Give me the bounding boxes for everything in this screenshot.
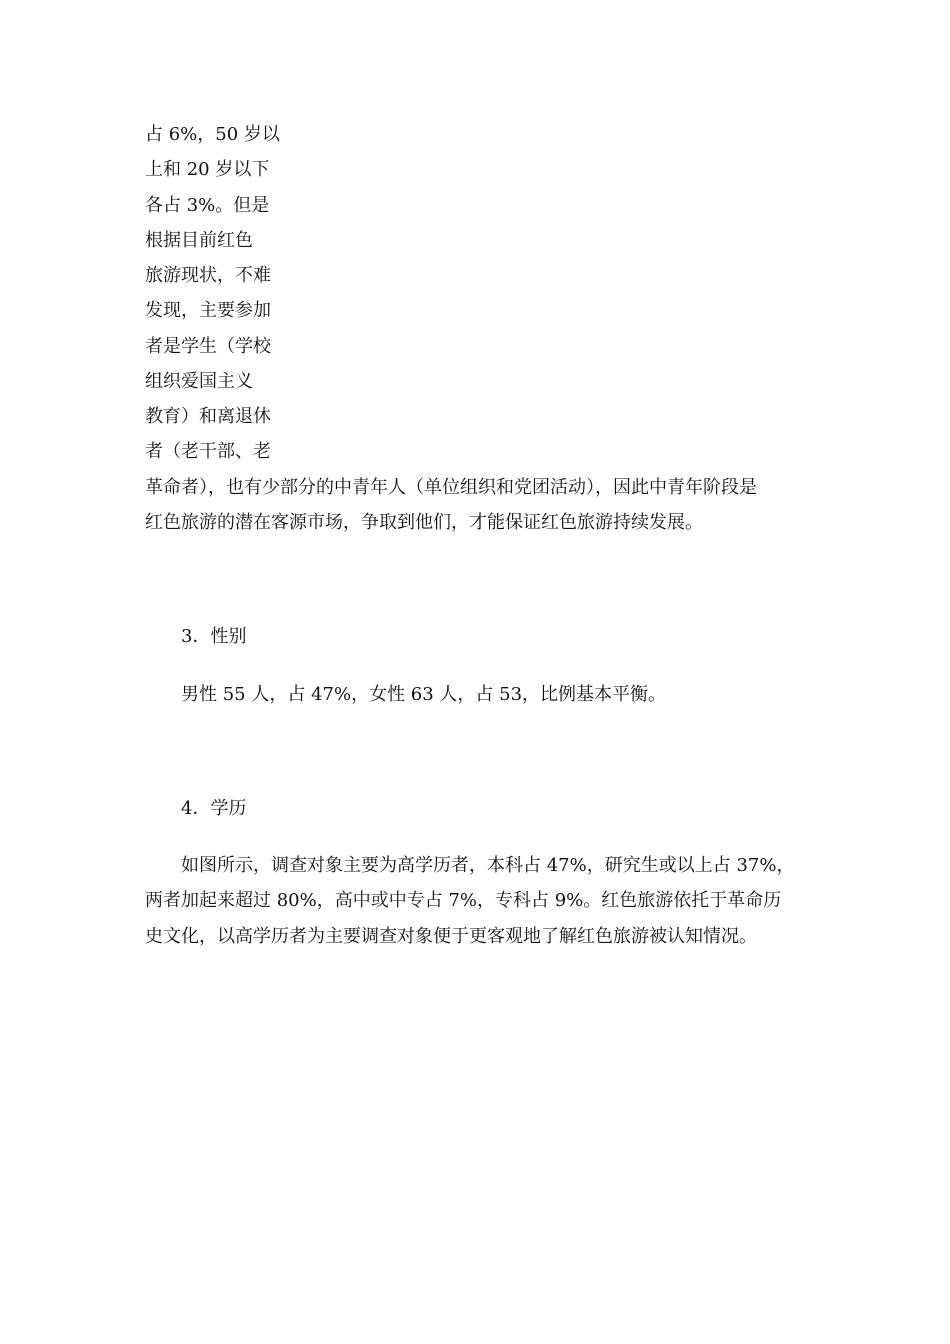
text-line: 发现，主要参加: [145, 300, 271, 321]
text-line: 组织爱国主义: [145, 371, 253, 392]
text-line: 红色旅游的潜在客源市场，争取到他们，才能保证红色旅游持续发展。: [145, 512, 703, 533]
text-line: 者（老干部、老: [145, 441, 271, 462]
text-line: 教育）和离退休: [145, 406, 271, 427]
text-line: 上和 20 岁以下: [145, 159, 270, 180]
text-line: 革命者），也有少部分的中青年人（单位组织和党团活动），因此中青年阶段是: [145, 477, 757, 498]
section-body-line: 史文化，以高学历者为主要调查对象便于更客观地了解红色旅游被认知情况。: [145, 926, 757, 947]
section-body: 男性 55 人，占 47%，女性 63 人，占 53，比例基本平衡。: [181, 684, 667, 705]
section-body-line: 如图所示，调查对象主要为高学历者，本科占 47%，研究生或以上占 37%，: [181, 855, 795, 876]
text-line: 各占 3%。但是: [145, 195, 270, 216]
section-heading: 3．性别: [181, 626, 247, 647]
text-line: 根据目前红色: [145, 230, 253, 251]
section-heading: 4．学历: [181, 798, 247, 819]
section-body-line: 两者加起来超过 80%，高中或中专占 7%，专科占 9%。红色旅游依托于革命历: [145, 890, 782, 911]
text-line: 占 6%，50 岁以: [145, 124, 280, 145]
text-line: 者是学生（学校: [145, 336, 271, 357]
text-line: 旅游现状，不难: [145, 265, 271, 286]
